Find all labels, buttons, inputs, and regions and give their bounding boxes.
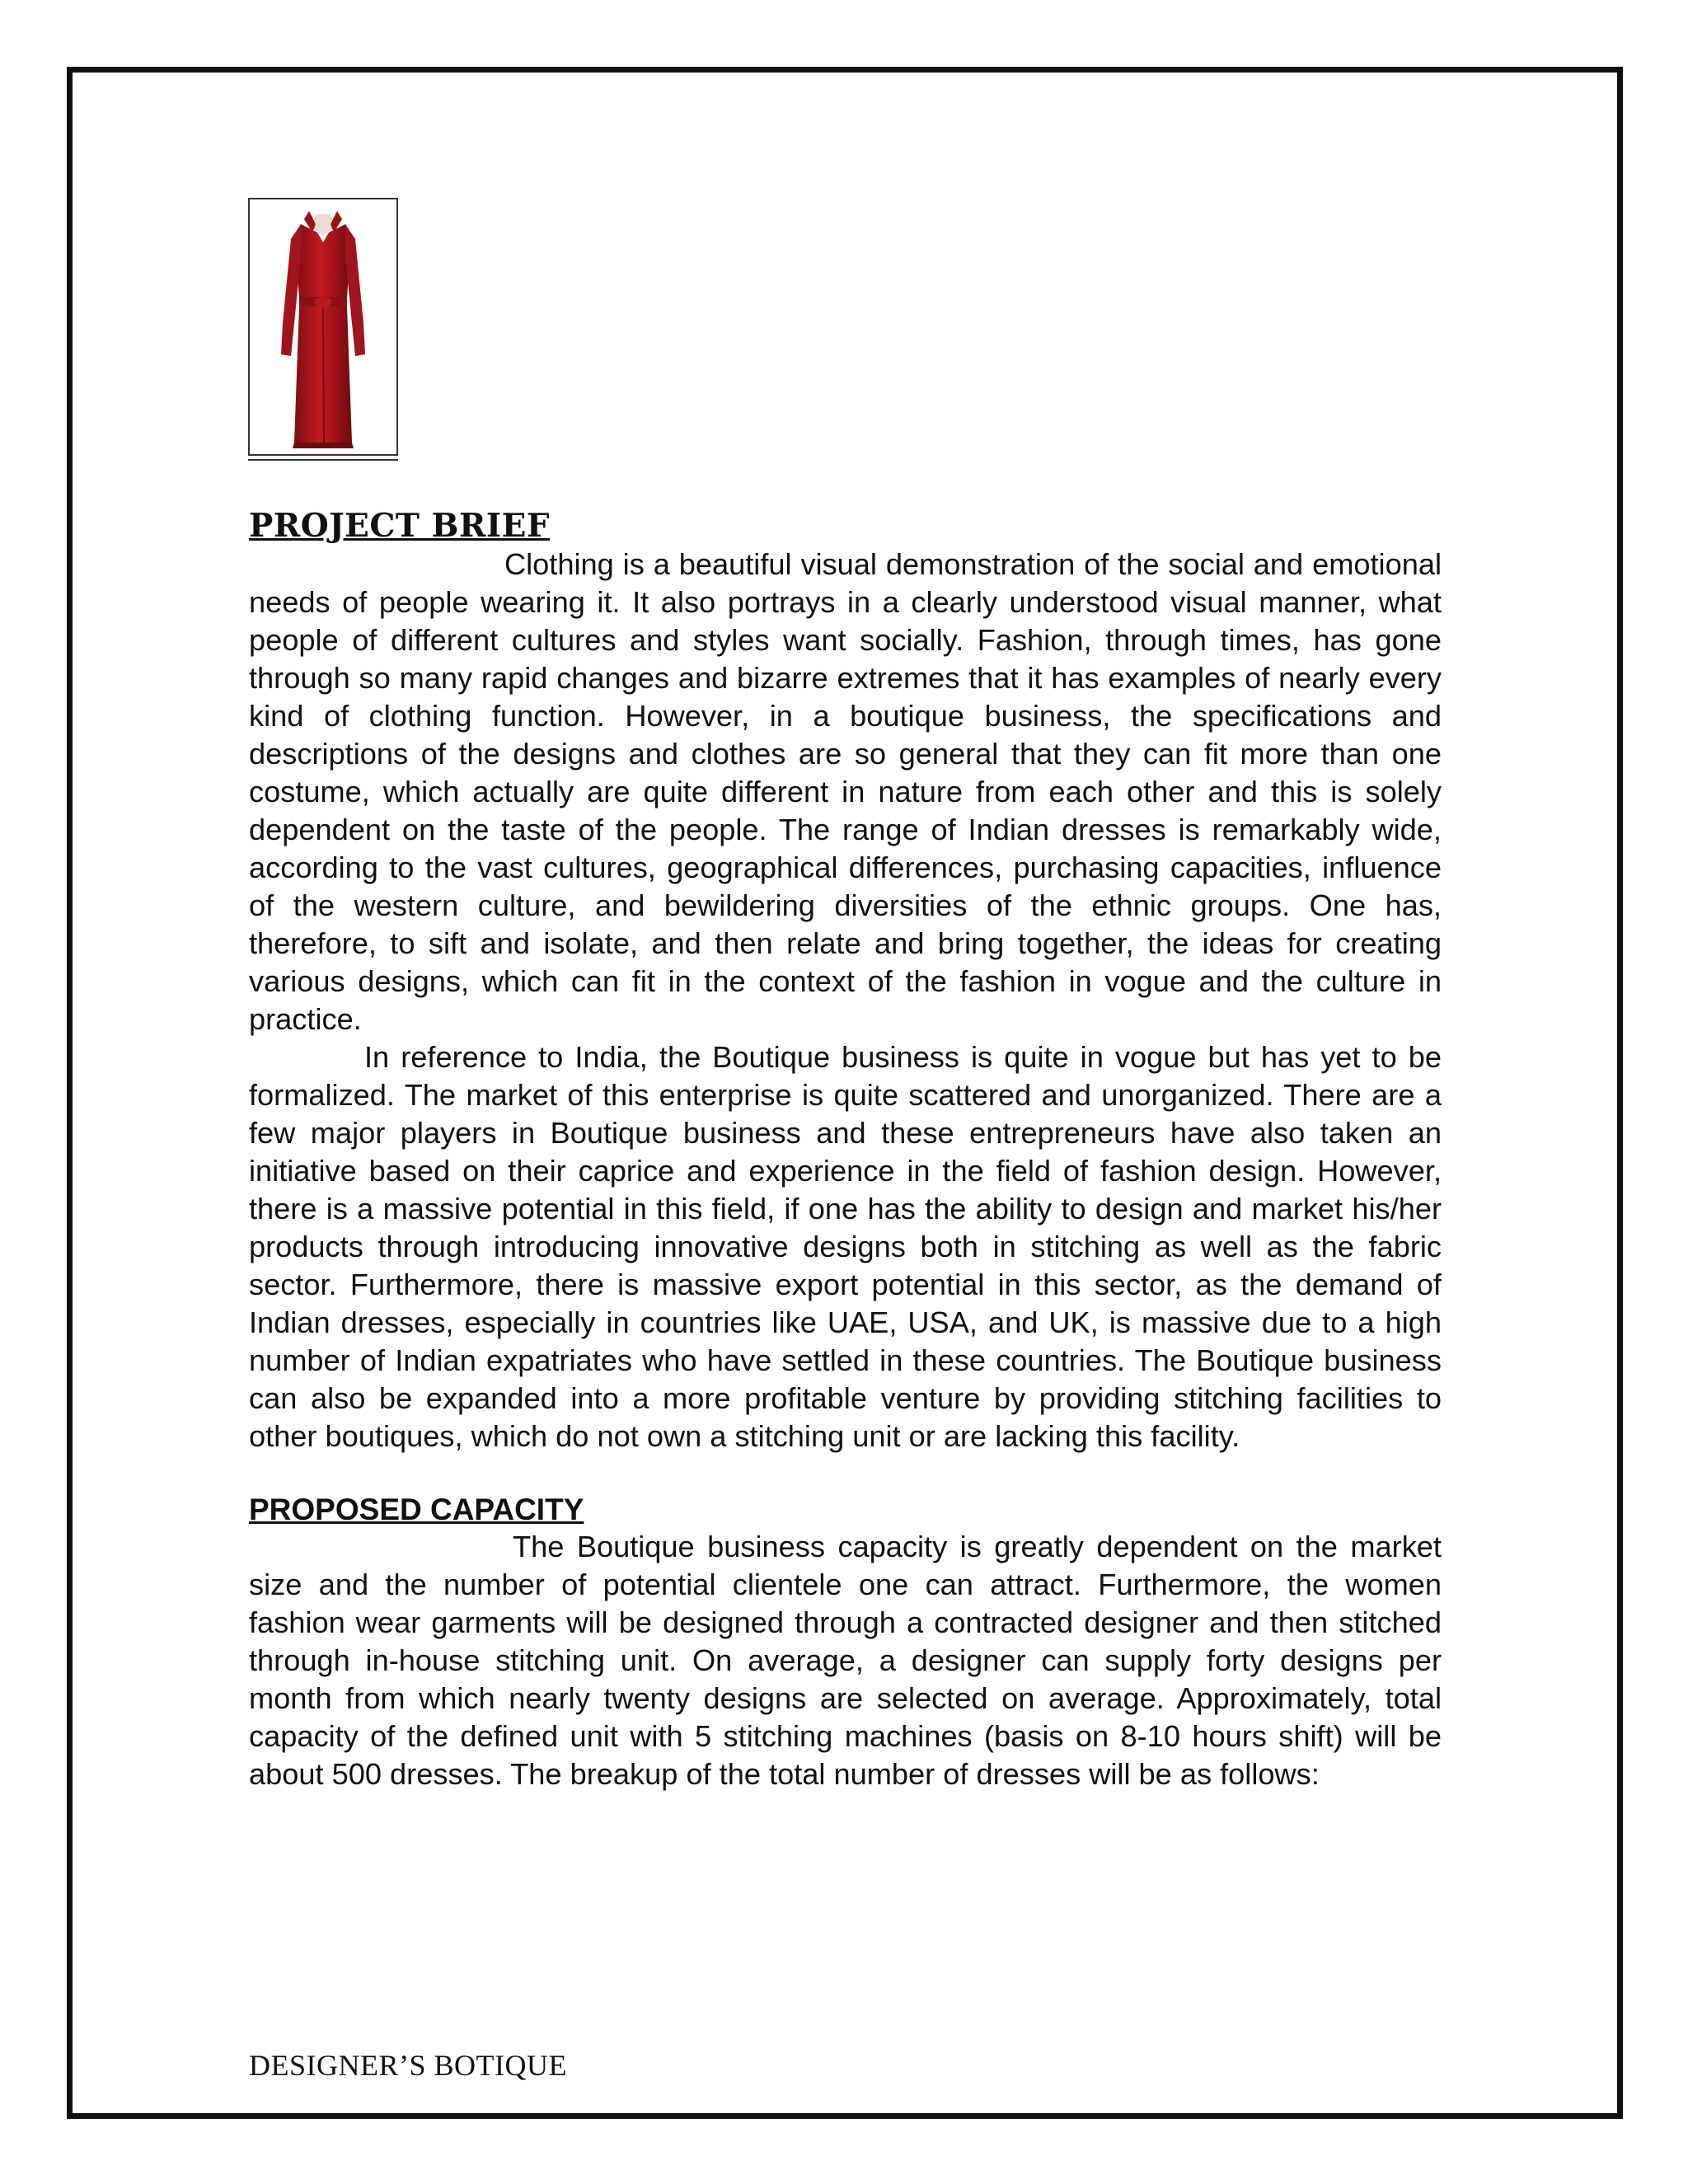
dress-photo (248, 198, 398, 456)
document-body (249, 507, 1442, 1793)
footer-text: DESIGNER’S BOTIQUE (249, 2049, 567, 2082)
heading-project-brief: PROJECT BRIEF (249, 507, 551, 545)
heading-proposed-capacity: PROPOSED CAPACITY (249, 1492, 584, 1526)
photo-underline (248, 459, 398, 461)
paragraph-project-brief-2: In reference to India, the Boutique business is quite in vogue but has yet to be formalized. The market of this enterprise is quite scattered and unorganized. There are a few major players in Boutique business and these entrepreneurs have also taken an initiative based on their caprice and experience in the field of fashion design. However, there is a massive potential in this field, if one has the ability to design and market his/her products through introducing innovative designs both in stitching as well as the fabric sector. Furthermore, there is massive export potential in this sector, as the demand of Indian dresses, especially in countries like UAE, USA, and UK, is massive due to a high number of Indian expatriates who have settled in these countries. The Boutique business can also be expanded into a more profitable venture by providing stitching facilities to other boutiques, which do not own a stitching unit or are lacking this facility. (249, 1039, 1442, 1453)
red-gown-image (250, 199, 396, 454)
paragraph-project-brief-1: Clothing is a beautiful visual demonstration of the social and emotional needs of people wearing it. It also portrays in a clearly understood visual manner, what people of different cultures and styles want socially. Fashion, through times, has gone through so many rapid changes and bizarre extremes that it has examples of nearly every kind of clothing function. However, in a boutique business, the specifications and descriptions of the designs and clothes are so general that they can fit more than one costume, which actually are quite different in nature from each other and this is solely dependent on the taste of the people. The range of Indian dresses is remarkably wide, according to the vast cultures, geographical differences, purchasing capacities, influence of the western culture, and bewildering diversities of the ethnic groups. One has, therefore, to sift and isolate, and then relate and bring together, the ideas for creating various designs, which can fit in the context of the fashion in vogue and the culture in practice. (249, 546, 1442, 1036)
paragraph-proposed-capacity: The Boutique business capacity is greatly dependent on the market size and the number of potential clientele one can attract. Furthermore, the women fashion wear garments will be designed through a contracted designer and then stitched through in-house stitching unit. On average, a designer can supply forty designs per month from which nearly twenty designs are selected on average. Approximately, total capacity of the defined unit with 5 stitching machines (basis on 8-10 hours shift) will be about 500 dresses. The breakup of the total number of dresses will be as follows: (249, 1530, 1442, 1792)
